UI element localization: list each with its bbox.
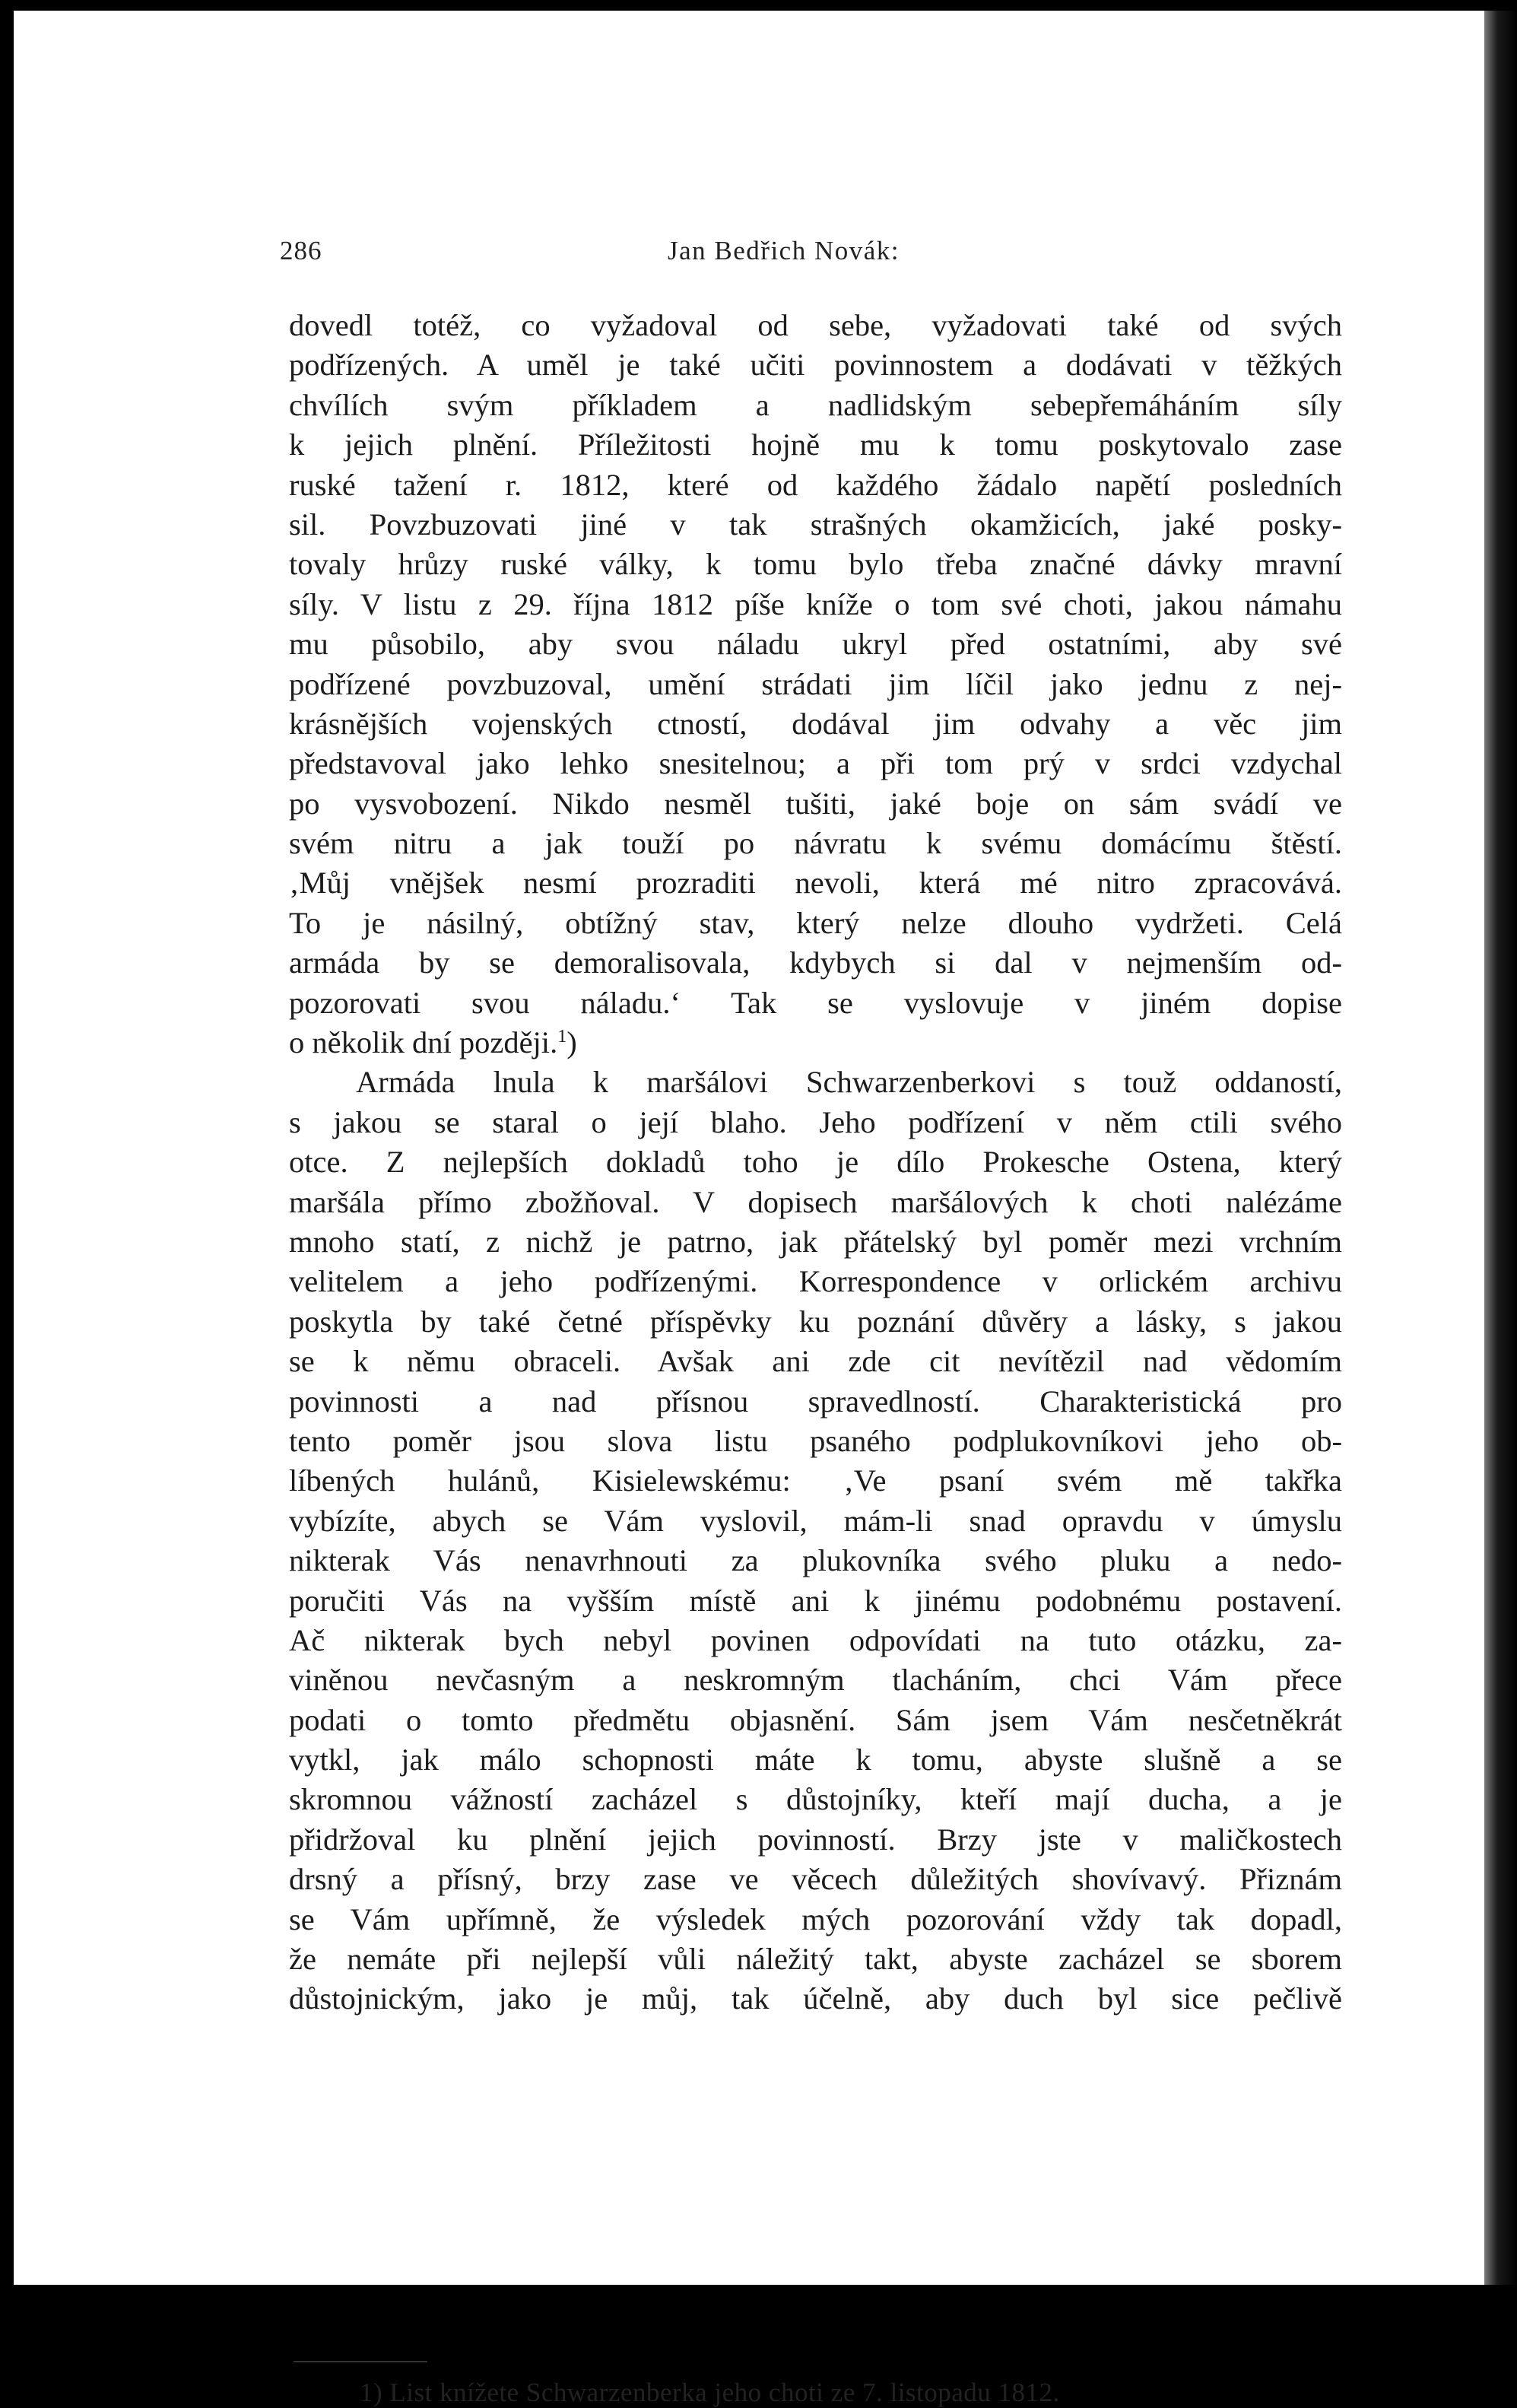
body-line: chvílích svým příkladem a nadlidským sebepřemáháním síly — [289, 387, 1342, 422]
body-line: krásnějších vojenských ctností, dodával jim odvahy a věc jim — [289, 706, 1342, 741]
body-line: drsný a přísný, brzy zase ve věcech důležitých shovívavý. Přiznám — [289, 1862, 1342, 1897]
body-line: podřízených. A uměl je také učiti povinnostem a dodávati v těžkých — [289, 348, 1342, 383]
body-line: ruské tažení r. 1812, které od každého žádalo napětí posledních — [289, 467, 1342, 502]
body-line: líbených hulánů, Kisielewskému: ‚Ve psaní svém mě takřka — [289, 1463, 1342, 1498]
body-line: tovaly hrůzy ruské války, k tomu bylo třeba značné dávky mravní — [289, 547, 1342, 582]
body-line: se Vám upřímně, že výsledek mých pozorování vždy tak dopadl, — [289, 1901, 1342, 1936]
page-header — [280, 236, 1344, 274]
footnote-marker: 1) — [360, 2378, 383, 2407]
body-line: s jakou se staral o její blaho. Jeho podřízení v něm ctili svého — [289, 1104, 1342, 1139]
running-head: Jan Bedřich Novák: — [668, 236, 900, 265]
body-line: přidržoval ku plnění jejich povinností. Brzy jste v maličkostech — [289, 1822, 1342, 1857]
body-line: představoval jako lehko snesitelnou; a při tom prý v srdci vzdychal — [289, 746, 1342, 781]
body-line: otce. Z nejlepších dokladů toho je dílo Prokesche Ostena, který — [289, 1145, 1342, 1180]
body-line: vytkl, jak málo schopnosti máte k tomu, abyste slušně a se — [289, 1742, 1342, 1777]
body-line: důstojnickým, jako je můj, tak účelně, aby duch byl sice pečlivě — [289, 1981, 1342, 2016]
body-line: pozorovati svou náladu.‘ Tak se vyslovuje v jiném dopise — [289, 985, 1342, 1020]
body-line: armáda by se demoralisovala, kdybych si dal v nejmenším od- — [289, 945, 1342, 980]
body-line: po vysvobození. Nikdo nesměl tušiti, jaké boje on sám svádí ve — [289, 786, 1342, 821]
body-line: povinnosti a nad přísnou spravedlností. Charakteristická pro — [289, 1383, 1342, 1418]
body-line: podřízené povzbuzoval, umění strádati jim líčil jako jednu z nej- — [289, 666, 1342, 701]
body-line: mu působilo, aby svou náladu ukryl před ostatními, aby své — [289, 627, 1342, 662]
body-line: se k němu obraceli. Avšak ani zde cit nevítězil nad vědomím — [289, 1344, 1342, 1379]
footnote — [360, 2378, 1060, 2408]
body-line: tento poměr jsou slova listu psaného podplukovníkovi jeho ob- — [289, 1423, 1342, 1458]
body-line: To je násilný, obtížný stav, který nelze dlouho vydržeti. Celá — [289, 905, 1342, 940]
body-line: poskytla by také četné příspěvky ku poznání důvěry a lásky, s jakou — [289, 1304, 1342, 1339]
paragraph-start-line: Armáda lnula k maršálovi Schwarzenberkovi s touž oddaností, — [356, 1065, 1342, 1100]
body-line: Ač nikterak bych nebyl povinen odpovídati na tuto otázku, za- — [289, 1622, 1342, 1657]
body-line: skromnou vážností zacházel s důstojníky, kteří mají ducha, a je — [289, 1782, 1342, 1817]
body-line: že nemáte při nejlepší vůli náležitý takt, abyste zacházel se sborem — [289, 1942, 1342, 1977]
body-line: síly. V listu z 29. října 1812 píše kníže o tom své choti, jakou námahu — [289, 586, 1342, 621]
body-line: poručiti Vás na vyšším místě ani k jinému podobnému postavení. — [289, 1583, 1342, 1618]
body-line: vybízíte, abych se Vám vyslovil, mám-li snad opravdu v úmyslu — [289, 1503, 1342, 1538]
body-line: viněnou nevčasným a neskromným tlacháním, chci Vám přece — [289, 1663, 1342, 1698]
body-line: sil. Povzbuzovati jiné v tak strašných okamžicích, jaké posky- — [289, 507, 1342, 542]
page-edge-shadow — [1484, 11, 1517, 2285]
body-line: svém nitru a jak touží po návratu k svému domácímu štěstí. — [289, 826, 1342, 861]
body-line: podati o tomto předmětu objasnění. Sám jsem Vám nesčetněkrát — [289, 1702, 1342, 1737]
body-line: mnoho statí, z nichž je patrno, jak přátelský byl poměr mezi vrchním — [289, 1224, 1342, 1259]
body-line: maršála přímo zbožňoval. V dopisech maršálových k choti nalézáme — [289, 1184, 1342, 1219]
body-line: nikterak Vás nenavrhnouti za plukovníka svého pluku a nedo- — [289, 1543, 1342, 1578]
body-text — [289, 306, 1342, 2019]
body-line: dovedl totéž, co vyžadoval od sebe, vyžadovati také od svých — [289, 308, 1342, 342]
page-number: 286 — [280, 236, 322, 265]
body-line: k jejich plnění. Příležitosti hojně mu k tomu poskytovalo zase — [289, 427, 1342, 462]
body-line: ‚Můj vnějšek nesmí prozraditi nevoli, která mé nitro zpracovává. — [289, 866, 1342, 901]
book-page — [14, 11, 1484, 2407]
footnote-reference: 1 — [557, 1027, 567, 1047]
body-line: velitelem a jeho podřízenými. Korrespondence v orlickém archivu — [289, 1264, 1342, 1299]
body-line-text: o několik dní později. — [289, 1025, 558, 1060]
body-line-with-footnote: o několik dní později.$^1$) — [289, 1025, 577, 1060]
footnote-text: List knížete Schwarzenberka jeho choti ze 7. listopadu 1812. — [389, 2378, 1060, 2407]
footnote-divider — [294, 2361, 427, 2362]
